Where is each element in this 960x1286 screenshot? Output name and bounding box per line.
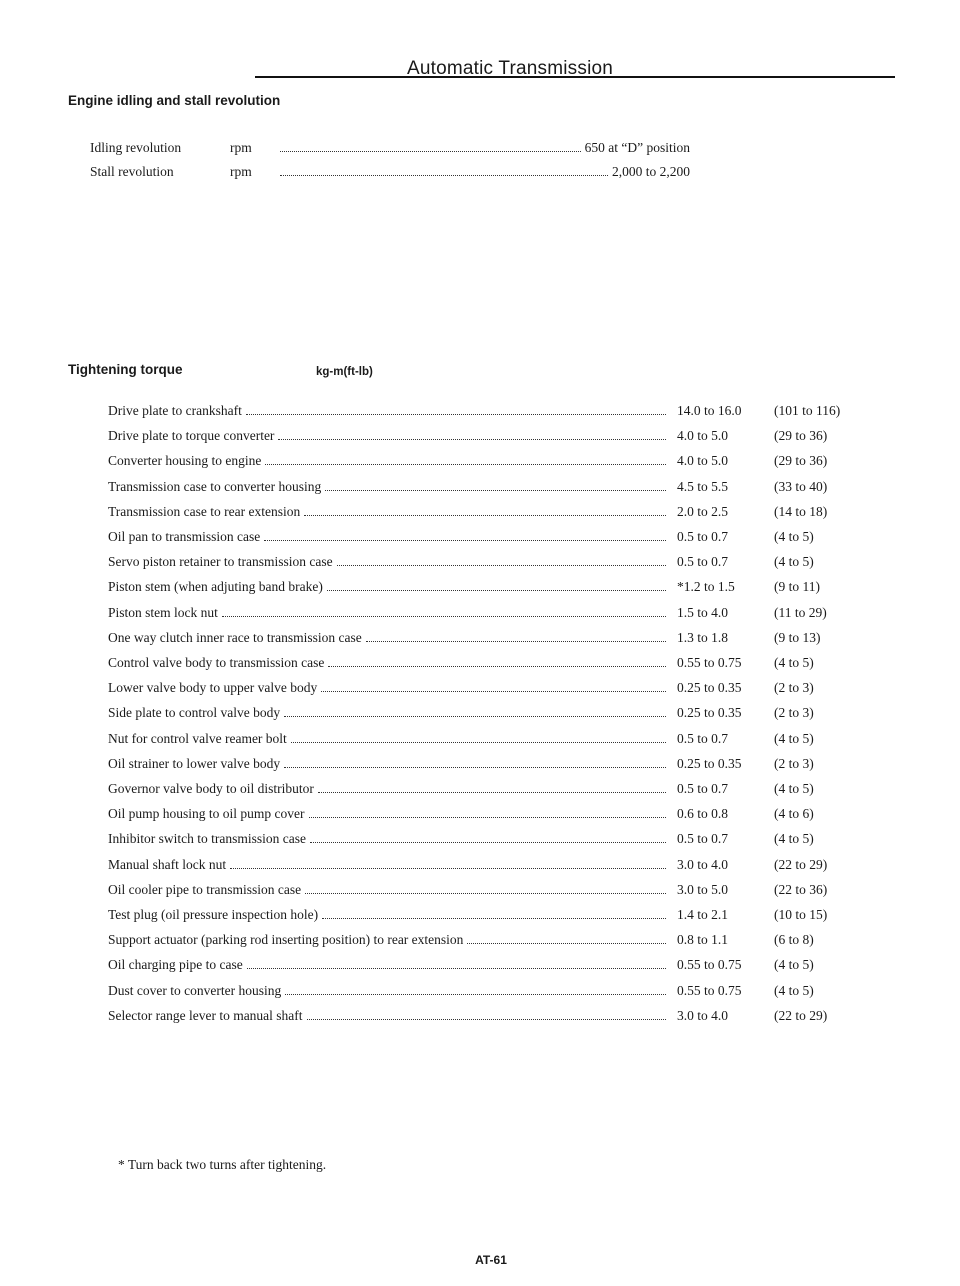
torque-row-metric: 3.0 to 5.0: [677, 882, 729, 897]
torque-row-imperial: (2 to 3): [774, 756, 814, 771]
torque-row-metric: 1.5 to 4.0: [677, 605, 729, 620]
page-header-title: Automatic Transmission: [406, 58, 614, 79]
torque-row-metric: 0.6 to 0.8: [677, 806, 729, 821]
torque-row-label: Oil strainer to lower valve body: [108, 756, 281, 771]
torque-row-imperial: (9 to 13): [774, 630, 821, 645]
torque-row-metric: 0.55 to 0.75: [677, 957, 742, 972]
torque-row: [108, 479, 670, 495]
torque-row-imperial: (4 to 5): [774, 957, 814, 972]
torque-row-imperial: (22 to 29): [774, 1008, 828, 1023]
torque-row: [108, 831, 670, 847]
torque-row: [108, 781, 670, 797]
idle-row: [90, 164, 690, 180]
torque-row-label: Governor valve body to oil distributor: [108, 781, 314, 796]
dot-leader: [230, 868, 666, 869]
dot-leader: [246, 414, 666, 415]
torque-row: [108, 655, 670, 671]
torque-row: [108, 428, 670, 444]
torque-row-label: Piston stem lock nut: [108, 605, 218, 620]
dot-leader: [337, 565, 666, 566]
torque-row: [108, 680, 670, 696]
torque-row-label: Transmission case to rear extension: [108, 504, 301, 519]
dot-leader: [278, 439, 666, 440]
torque-row-metric: 0.5 to 0.7: [677, 731, 729, 746]
dot-leader: [265, 464, 666, 465]
torque-row-label: Dust cover to converter housing: [108, 983, 282, 998]
torque-row-imperial: (11 to 29): [774, 605, 827, 620]
torque-row-imperial: (101 to 116): [774, 403, 841, 418]
header-rule: [255, 76, 895, 78]
dot-leader: [321, 691, 666, 692]
idle-value: 650 at “D” position: [584, 140, 690, 155]
idle-unit: rpm: [230, 164, 252, 179]
torque-row-label: One way clutch inner race to transmission case: [108, 630, 362, 645]
torque-row: [108, 907, 670, 923]
torque-row-imperial: (6 to 8): [774, 932, 814, 947]
torque-row-imperial: (4 to 6): [774, 806, 814, 821]
torque-row-imperial: (2 to 3): [774, 705, 814, 720]
torque-row: [108, 705, 670, 721]
torque-row-metric: 0.25 to 0.35: [677, 680, 742, 695]
torque-row-label: Converter housing to engine: [108, 453, 262, 468]
torque-row: [108, 756, 670, 772]
torque-row: [108, 504, 670, 520]
torque-row-label: Test plug (oil pressure inspection hole): [108, 907, 319, 922]
dot-leader: [291, 742, 666, 743]
torque-row: [108, 605, 670, 621]
torque-row-metric: 1.4 to 2.1: [677, 907, 729, 922]
dot-leader: [247, 968, 666, 969]
torque-row-imperial: (29 to 36): [774, 453, 828, 468]
torque-row-metric: 4.5 to 5.5: [677, 479, 729, 494]
dot-leader: [305, 893, 666, 894]
torque-row-metric: 0.5 to 0.7: [677, 554, 729, 569]
torque-row-label: Drive plate to torque converter: [108, 428, 275, 443]
torque-row-label: Oil pump housing to oil pump cover: [108, 806, 305, 821]
torque-row-label: Selector range lever to manual shaft: [108, 1008, 303, 1023]
torque-row: [108, 932, 670, 948]
torque-row-imperial: (29 to 36): [774, 428, 828, 443]
dot-leader: [328, 666, 666, 667]
torque-row: [108, 554, 670, 570]
torque-row-label: Oil cooler pipe to transmission case: [108, 882, 302, 897]
torque-row-label: Oil pan to transmission case: [108, 529, 261, 544]
torque-row-imperial: (14 to 18): [774, 504, 828, 519]
idling-section-title: Engine idling and stall revolution: [68, 93, 281, 108]
torque-row-imperial: (33 to 40): [774, 479, 828, 494]
dot-leader: [284, 716, 666, 717]
torque-row-label: Transmission case to converter housing: [108, 479, 322, 494]
torque-row-label: Control valve body to transmission case: [108, 655, 325, 670]
torque-row-label: Inhibitor switch to transmission case: [108, 831, 306, 846]
dot-leader: [222, 616, 666, 617]
dot-leader: [309, 817, 667, 818]
torque-row-metric: 4.0 to 5.0: [677, 428, 729, 443]
torque-row-imperial: (4 to 5): [774, 983, 814, 998]
torque-row-metric: *1.2 to 1.5: [677, 579, 735, 594]
torque-row: [108, 529, 670, 545]
torque-row-metric: 0.8 to 1.1: [677, 932, 729, 947]
torque-row-label: Piston stem (when adjuting band brake): [108, 579, 323, 594]
idle-label: Idling revolution: [90, 140, 182, 155]
dot-leader: [325, 490, 666, 491]
torque-row-imperial: (4 to 5): [774, 529, 814, 544]
dot-leader: [284, 767, 666, 768]
torque-row-imperial: (22 to 36): [774, 882, 828, 897]
dot-leader: [304, 515, 666, 516]
torque-row-imperial: (10 to 15): [774, 907, 828, 922]
torque-row-metric: 2.0 to 2.5: [677, 504, 729, 519]
dot-leader: [307, 1019, 666, 1020]
torque-row-metric: 4.0 to 5.0: [677, 453, 729, 468]
page-number: AT-61: [475, 1253, 507, 1267]
torque-row-label: Servo piston retainer to transmission case: [108, 554, 333, 569]
torque-row-imperial: (4 to 5): [774, 554, 814, 569]
torque-row-metric: 0.5 to 0.7: [677, 529, 729, 544]
torque-row: [108, 453, 670, 469]
torque-row-label: Oil charging pipe to case: [108, 957, 243, 972]
torque-row: [108, 983, 670, 999]
torque-row-metric: 1.3 to 1.8: [677, 630, 729, 645]
dot-leader: [318, 792, 666, 793]
dot-leader: [366, 641, 666, 642]
torque-unit-label: kg-m(ft-lb): [316, 366, 373, 378]
torque-row-label: Support actuator (parking rod inserting position) to rear extension: [108, 932, 464, 947]
torque-row: [108, 857, 670, 873]
torque-row: [108, 630, 670, 646]
torque-row: [108, 731, 670, 747]
dot-leader: [280, 151, 581, 152]
dot-leader: [467, 943, 666, 944]
idle-unit: rpm: [230, 140, 252, 155]
torque-row-label: Lower valve body to upper valve body: [108, 680, 318, 695]
torque-row-metric: 0.55 to 0.75: [677, 655, 742, 670]
torque-row-label: Nut for control valve reamer bolt: [108, 731, 287, 746]
dot-leader: [264, 540, 666, 541]
idle-label: Stall revolution: [90, 164, 174, 179]
torque-row: [108, 882, 670, 898]
torque-row: [108, 806, 670, 822]
torque-row-imperial: (22 to 29): [774, 857, 828, 872]
torque-row-metric: 3.0 to 4.0: [677, 1008, 729, 1023]
torque-row-imperial: (4 to 5): [774, 655, 814, 670]
dot-leader: [322, 918, 666, 919]
torque-row-imperial: (4 to 5): [774, 731, 814, 746]
torque-row-label: Manual shaft lock nut: [108, 857, 227, 872]
torque-row: [108, 1008, 670, 1024]
torque-row: [108, 957, 670, 973]
dot-leader: [280, 175, 608, 176]
dot-leader: [327, 590, 666, 591]
torque-row-metric: 0.25 to 0.35: [677, 756, 742, 771]
torque-row-metric: 0.25 to 0.35: [677, 705, 742, 720]
torque-row-metric: 0.5 to 0.7: [677, 781, 729, 796]
torque-section-title: Tightening torque: [68, 362, 183, 377]
torque-row-label: Side plate to control valve body: [108, 705, 281, 720]
dot-leader: [285, 994, 666, 995]
torque-row-metric: 0.5 to 0.7: [677, 831, 729, 846]
torque-row-metric: 3.0 to 4.0: [677, 857, 729, 872]
torque-row-metric: 0.55 to 0.75: [677, 983, 742, 998]
footnote: * Turn back two turns after tightening.: [118, 1157, 327, 1172]
torque-row-imperial: (9 to 11): [774, 579, 820, 594]
dot-leader: [310, 842, 666, 843]
idle-value: 2,000 to 2,200: [611, 164, 690, 179]
idle-row: [90, 140, 690, 156]
torque-row: [108, 403, 670, 419]
torque-row-label: Drive plate to crankshaft: [108, 403, 242, 418]
torque-row-metric: 14.0 to 16.0: [677, 403, 742, 418]
torque-row-imperial: (2 to 3): [774, 680, 814, 695]
torque-row-imperial: (4 to 5): [774, 831, 814, 846]
torque-row-imperial: (4 to 5): [774, 781, 814, 796]
torque-row: [108, 579, 670, 595]
